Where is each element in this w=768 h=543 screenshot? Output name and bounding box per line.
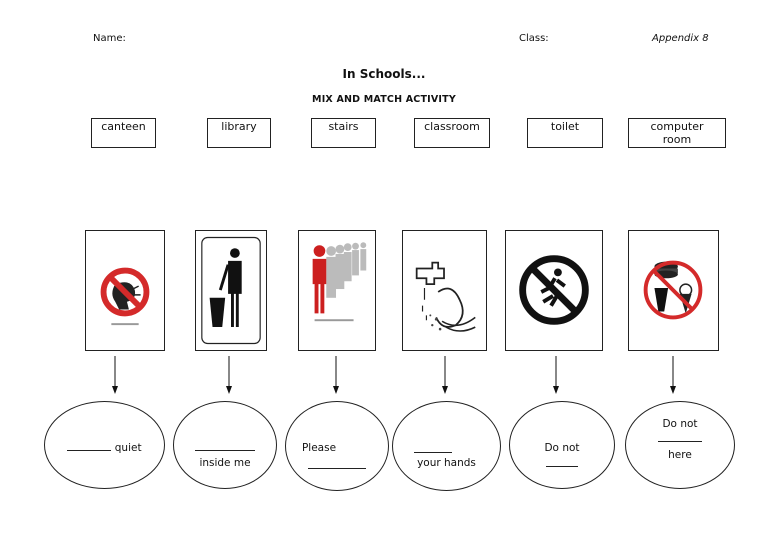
phrase-word: your hands (417, 457, 476, 469)
place-label-line1: computer (650, 120, 704, 133)
phrase-word: here (668, 449, 692, 461)
place-box-classroom (414, 118, 490, 148)
answer-blank[interactable] (308, 467, 366, 469)
down-arrow-icon (331, 356, 341, 396)
place-box-stairs (311, 118, 376, 148)
sign-card-litter-bin (195, 230, 267, 351)
place-box-canteen (91, 118, 156, 148)
phrase-text (45, 442, 164, 454)
answer-blank[interactable] (67, 449, 111, 451)
answer-blank[interactable] (414, 451, 452, 453)
phrase-ellipse-6 (625, 401, 735, 489)
answer-line[interactable] (510, 458, 614, 470)
phrase-ellipse-5 (509, 401, 615, 489)
sign-card-no-food-drink (628, 230, 719, 351)
no-running-icon (506, 231, 602, 350)
phrase-word: inside me (199, 457, 251, 469)
answer-blank[interactable] (195, 449, 255, 451)
sign-card-no-shouting (85, 230, 165, 351)
appendix-label: Appendix 8 (652, 33, 709, 44)
down-arrow-icon (224, 356, 234, 396)
phrase-ellipse-2 (173, 401, 277, 489)
place-label: toilet (550, 120, 580, 133)
sign-card-no-running (505, 230, 603, 351)
queue-line-icon (299, 231, 375, 350)
answer-line[interactable] (174, 442, 276, 454)
down-arrow-icon (551, 356, 561, 396)
answer-line[interactable] (379, 444, 486, 456)
no-shouting-icon (86, 231, 164, 350)
answer-blank[interactable] (546, 465, 578, 467)
no-food-drink-icon (629, 231, 718, 350)
place-box-library (207, 118, 271, 148)
activity-subtitle: MIX AND MATCH ACTIVITY (312, 94, 456, 105)
answer-line[interactable] (626, 433, 734, 445)
place-label-line2: room (662, 133, 692, 146)
class-label: Class: (519, 33, 549, 44)
place-box-toilet (527, 118, 603, 148)
answer-line[interactable] (286, 460, 388, 472)
sign-card-queue (298, 230, 376, 351)
place-label: stairs (328, 120, 359, 133)
phrase-word: quiet (114, 442, 142, 454)
phrase-ellipse-1 (44, 401, 165, 489)
wash-hands-icon (403, 231, 486, 350)
phrase-ellipse-4 (392, 401, 501, 491)
place-label: classroom (424, 120, 480, 133)
worksheet-title: In Schools... (342, 67, 426, 81)
name-label: Name: (93, 33, 126, 44)
phrase-word: Do not (662, 418, 698, 430)
place-label: canteen (101, 120, 146, 133)
down-arrow-icon (668, 356, 678, 396)
answer-blank[interactable] (658, 440, 702, 442)
place-label: library (221, 120, 257, 133)
litter-bin-icon (196, 231, 266, 350)
phrase-word: Please (301, 442, 337, 454)
sign-card-wash-hands (402, 230, 487, 351)
phrase-ellipse-3 (285, 401, 389, 491)
phrase-word: Do not (544, 442, 580, 454)
down-arrow-icon (110, 356, 120, 396)
down-arrow-icon (440, 356, 450, 396)
place-box-computer-room (628, 118, 726, 148)
